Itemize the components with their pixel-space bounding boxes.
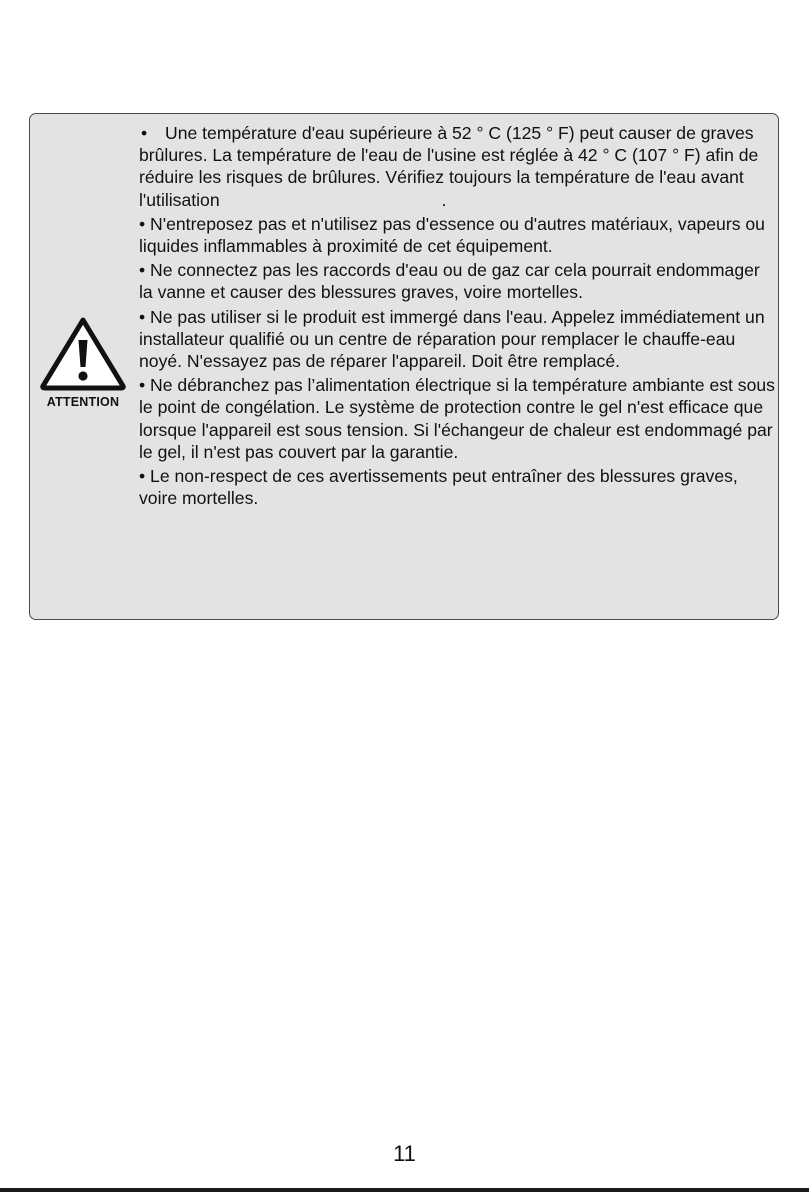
warning-box (29, 113, 779, 620)
warning-item-text: Une température d'eau supérieure à 52 ° C (125 ° F) peut causer de graves brûlures. La température de l'eau de l'usine est réglée à 42 ° C (107 ° F) afin de réduire les risques de brûlures. Vérifiez toujours la température de l'eau avant l'utilisation (139, 123, 759, 210)
trailing-dot: . (441, 189, 447, 210)
warning-item: • Ne débranchez pas l’alimentation électrique si la température ambiante est sous le point de congélation. Le système de protection contre le gel n'est efficace que lorsque l'appareil est sous tension. Si l'échangeur de chaleur est endommagé par le gel, il n'est pas couvert par la garantie. (139, 375, 775, 462)
warning-triangle-icon (39, 315, 127, 391)
warning-item: • Le non-respect de ces avertissements peut entraîner des blessures graves, voire mortelles. (139, 466, 738, 509)
attention-block (36, 315, 130, 409)
bullet: • (141, 123, 148, 143)
warning-item: • N'entreposez pas et n'utilisez pas d'essence ou d'autres matériaux, vapeurs ou liquides inflammables à proximité de cet équipement. (139, 213, 765, 257)
warning-item: • Ne connectez pas les raccords d'eau ou de gaz car cela pourrait endommager la vanne et causer des blessures graves, voire mortelles. (139, 260, 760, 303)
bottom-rule (0, 1188, 809, 1192)
attention-label: ATTENTION (46, 395, 120, 409)
warning-item: • Ne pas utiliser si le produit est immergé dans l'eau. Appelez immédiatement un installateur qualifié ou un centre de réparation pour remplacer le chauffe-eau noyé. N'essayez pas de réparer l'appareil. Doit être remplacé. (139, 306, 765, 372)
warning-text (139, 122, 775, 509)
warning-item (139, 122, 775, 211)
page-number: 11 (393, 1141, 416, 1166)
